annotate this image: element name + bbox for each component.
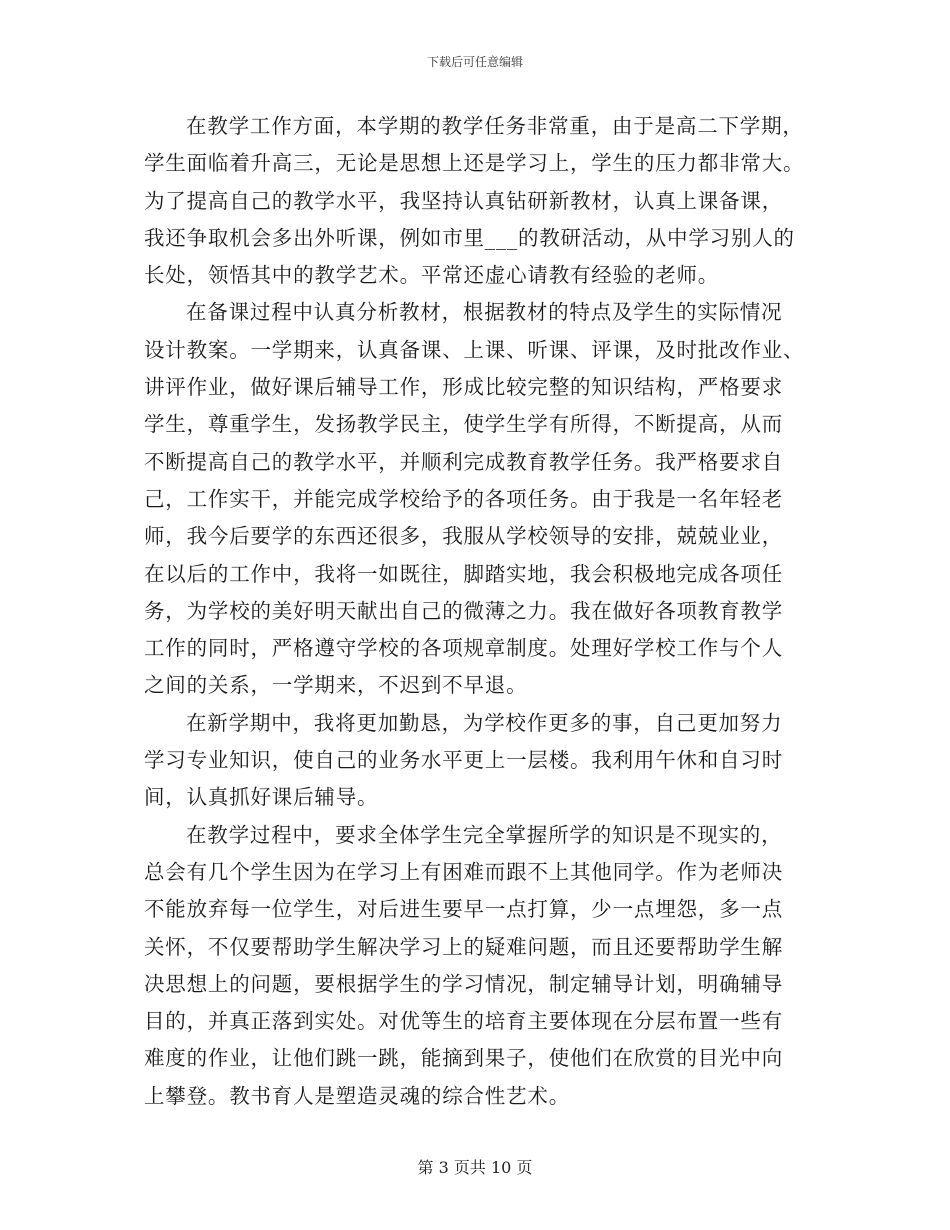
text-line: 设计教案。一学期来，认真备课、上课、听课、评课，及时批改作业、	[144, 337, 805, 362]
text-line: 务，为学校的美好明天献出自己的微薄之力。我在做好各项教育教学	[144, 598, 783, 623]
text-line: 学生，尊重学生，发扬教学民主，使学生学有所得，不断提高，从而	[144, 412, 783, 437]
text-line: 上攀登。教书育人是塑造灵魂的综合性艺术。	[144, 1083, 570, 1108]
text-line: 不断提高自己的教学水平，并顺利完成教育教学任务。我严格要求自	[144, 449, 783, 474]
text-line: 总会有几个学生因为在学习上有困难而跟不上其他同学。作为老师决	[144, 859, 783, 884]
text-line: 学生面临着升高三，无论是思想上还是学习上，学生的压力都非常大。	[144, 151, 805, 176]
text-line: 在新学期中，我将更加勤恳，为学校作更多的事，自己更加努力	[186, 710, 783, 735]
paragraph	[144, 294, 814, 704]
text-line: 我还争取机会多出外听课，例如市里___的教研活动，从中学习别人的	[144, 225, 795, 250]
text-line: 间，认真抓好课后辅导。	[144, 785, 379, 810]
text-line: 之间的关系，一学期来，不迟到不早退。	[144, 673, 528, 698]
text-line: 关怀，不仅要帮助学生解决学习上的疑难问题，而且还要帮助学生解	[144, 934, 783, 959]
text-line: 不能放弃每一位学生，对后进生要早一点打算，少一点埋怨，多一点	[144, 897, 783, 922]
page-header: 下载后可任意编辑	[426, 55, 523, 69]
text-line: 难度的作业，让他们跳一跳，能摘到果子，使他们在欣赏的目光中向	[144, 1046, 783, 1071]
text-line: 工作的同时，严格遵守学校的各项规章制度。处理好学校工作与个人	[144, 636, 783, 661]
text-line: 在备课过程中认真分析教材，根据教材的特点及学生的实际情况	[186, 300, 783, 325]
text-line: 在教学工作方面，本学期的教学任务非常重，由于是高二下学期，	[186, 114, 804, 138]
text-line: 目的，并真正落到实处。对优等生的培育主要体现在分层布置一些有	[144, 1009, 783, 1034]
text-line: 师，我今后要学的东西还很多，我服从学校领导的安排，兢兢业业，	[144, 524, 783, 549]
text-line: 决思想上的问题，要根据学生的学习情况，制定辅导计划，明确辅导	[144, 971, 783, 996]
page-number-footer: 第 3 页共 10 页	[417, 1158, 533, 1177]
text-line: 在以后的工作中，我将一如既往，脚踏实地，我会积极地完成各项任	[144, 561, 783, 586]
document-body	[144, 108, 814, 1115]
text-line: 在教学过程中，要求全体学生完全掌握所学的知识是不现实的，	[186, 822, 783, 847]
text-line: 长处，领悟其中的教学艺术。平常还虚心请教有经验的老师。	[144, 263, 720, 288]
paragraph	[144, 817, 814, 1115]
paragraph	[144, 705, 814, 817]
text-line: 己，工作实干，并能完成学校给予的各项任务。由于我是一名年轻老	[144, 486, 783, 511]
text-line: 为了提高自己的教学水平，我坚持认真钻研新教材，认真上课备课，	[144, 188, 783, 213]
text-line: 讲评作业，做好课后辅导工作，形成比较完整的知识结构，严格要求	[144, 375, 783, 400]
text-line: 学习专业知识，使自己的业务水平更上一层楼。我利用午休和自习时	[144, 748, 783, 773]
paragraph	[144, 108, 814, 294]
